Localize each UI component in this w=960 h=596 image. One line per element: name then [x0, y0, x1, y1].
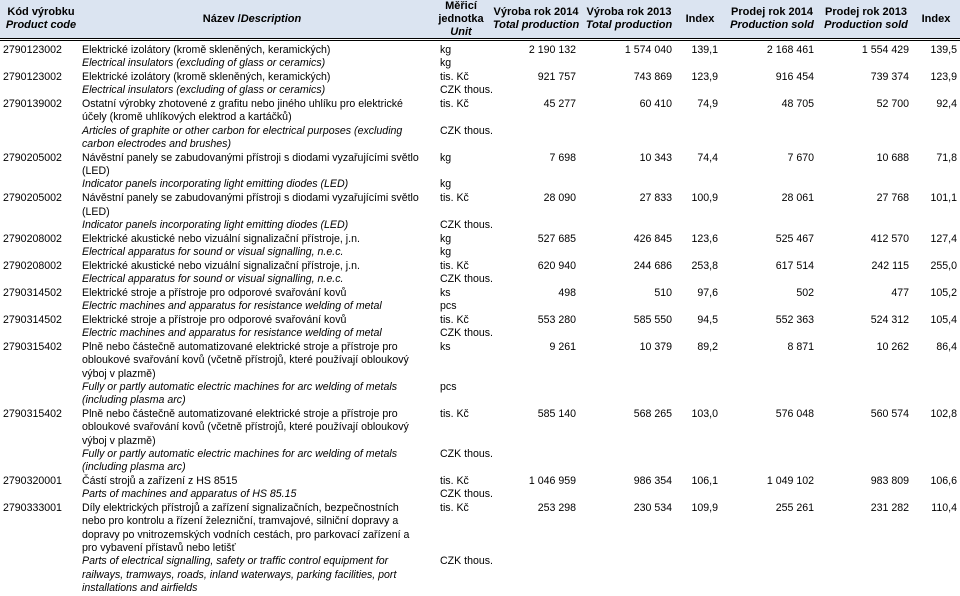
product-code: 2790123002 [3, 44, 62, 56]
product-code: 2790315402 [3, 341, 62, 354]
product-code: 2790139002 [3, 98, 62, 111]
header-rule-top [0, 38, 960, 39]
description-en: Fully or partly automatic electric machines for arc welding of metals (including plasma arc) [82, 447, 397, 474]
header-desc-en: Description [240, 12, 302, 25]
value-production-2013: 1 574 040 [624, 44, 672, 56]
header-index-sold [912, 0, 960, 38]
value-production-2014: 1 046 959 [528, 475, 576, 488]
header-description [82, 0, 422, 38]
unit-en: kg [440, 178, 452, 191]
header-sold-2014 [724, 0, 820, 38]
table-row [0, 260, 960, 287]
value-sold-2013: 739 374 [870, 71, 909, 84]
product-code: 2790315402 [3, 408, 62, 421]
value-production-2013: 510 [654, 286, 672, 299]
value-production-2014: 585 140 [537, 408, 576, 421]
value-sold-2013: 10 262 [876, 341, 909, 354]
description-en: Fully or partly automatic electric machines for arc welding of metals (including plasma arc) [82, 380, 397, 407]
unit-cs: tis. Kč [440, 408, 469, 421]
unit-cs: tis. Kč [440, 502, 469, 515]
description-cs: Elektrické akustické nebo vizuální signalizační přístroje, j.n. [82, 232, 360, 245]
value-sold-2014: 552 363 [775, 313, 814, 326]
description-cs: Elektrické akustické nebo vizuální signalizační přístroje, j.n. [82, 259, 360, 272]
value-index-sold: 105,4 [930, 313, 957, 326]
unit-cs: kg [440, 232, 452, 245]
description-cs: Elektrické stroje a přístroje pro odporové svařování kovů [82, 313, 347, 326]
description-en: Electric machines and apparatus for resistance welding of metal [82, 300, 382, 313]
value-production-2013: 10 343 [639, 151, 672, 164]
table-row [0, 98, 960, 152]
value-production-2014: 620 940 [537, 259, 576, 272]
unit-en: CZK thous. [440, 124, 493, 137]
product-code: 2790205002 [3, 151, 62, 164]
header-unit [430, 0, 492, 38]
description-en: Parts of machines and apparatus of HS 85.15 [82, 488, 297, 501]
description-cs: Elektrické izolátory (kromě skleněných, keramických) [82, 71, 331, 84]
value-production-2014: 9 261 [549, 341, 576, 354]
unit-en: pcs [440, 380, 457, 393]
value-index-sold: 127,4 [930, 232, 957, 245]
unit-en: CZK thous. [440, 218, 493, 231]
unit-cs: ks [440, 286, 451, 299]
value-sold-2013: 560 574 [870, 408, 909, 421]
value-sold-2014: 2 168 461 [766, 44, 814, 56]
unit-cs: tis. Kč [440, 475, 469, 488]
value-sold-2013: 27 768 [876, 192, 909, 205]
description-cs: Plně nebo částečně automatizované elektrické stroje a přístroje pro obloukové svařování kovů (včetně přístrojů, které používají obloukový výboj v plazmě) [82, 341, 409, 380]
header-production-2013 [582, 0, 676, 38]
value-sold-2014: 8 871 [787, 341, 814, 354]
value-sold-2013: 983 809 [870, 475, 909, 488]
value-sold-2013: 524 312 [870, 313, 909, 326]
header-code-cs: Kód výrobku [7, 6, 75, 18]
unit-cs: ks [440, 341, 451, 354]
value-sold-2013: 10 688 [876, 151, 909, 164]
value-production-2013: 60 410 [639, 98, 672, 111]
value-sold-2014: 28 061 [781, 192, 814, 205]
value-sold-2014: 48 705 [781, 98, 814, 111]
product-code: 2790123002 [3, 71, 62, 84]
product-code: 2790205002 [3, 192, 62, 205]
value-index-sold: 106,6 [930, 475, 957, 488]
value-index-sold: 71,8 [936, 151, 957, 164]
product-code: 2790333001 [3, 502, 62, 515]
value-production-2014: 527 685 [537, 232, 576, 245]
header-production-2014 [490, 0, 582, 38]
description-cs: Elektrické izolátory (kromě skleněných, keramických) [82, 44, 331, 56]
value-production-2013: 743 869 [633, 71, 672, 84]
value-index-production: 74,4 [697, 151, 718, 164]
header-sold14-en: Production sold [730, 19, 814, 31]
value-production-2014: 498 [558, 286, 576, 299]
header-unit-cs1: Měřicí [445, 0, 477, 12]
value-sold-2014: 916 454 [775, 71, 814, 84]
header-unit-cs2: jednotka [438, 12, 484, 25]
table-row [0, 314, 960, 341]
value-index-sold: 105,2 [930, 286, 957, 299]
unit-en: CZK thous. [440, 327, 493, 340]
description-en: Articles of graphite or other carbon for electrical purposes (excluding carbon electrodes and brushes) [82, 124, 403, 151]
header-unit-en: Unit [450, 25, 472, 38]
unit-cs: tis. Kč [440, 98, 469, 111]
header-prod13-en: Total production [585, 19, 673, 31]
unit-en: CZK thous. [440, 273, 493, 286]
header-prod14-en: Total production [492, 19, 580, 31]
product-code: 2790314502 [3, 286, 62, 299]
header-sold-2013 [820, 0, 912, 38]
value-sold-2013: 412 570 [870, 232, 909, 245]
value-index-sold: 139,5 [930, 44, 957, 56]
value-production-2013: 986 354 [633, 475, 672, 488]
description-en: Electric machines and apparatus for resistance welding of metal [82, 327, 382, 340]
table-row [0, 502, 960, 596]
value-production-2014: 2 190 132 [528, 44, 576, 56]
value-sold-2013: 231 282 [870, 502, 909, 515]
value-production-2013: 568 265 [633, 408, 672, 421]
value-index-production: 89,2 [697, 341, 718, 354]
value-index-production: 74,9 [697, 98, 718, 111]
description-en: Electrical insulators (excluding of glass or ceramics) [82, 57, 326, 70]
value-production-2014: 45 277 [543, 98, 576, 111]
table-row [0, 408, 960, 475]
description-en: Electrical insulators (excluding of glass or ceramics) [82, 84, 326, 97]
unit-en: CZK thous. [440, 84, 493, 97]
value-sold-2014: 7 670 [787, 151, 814, 164]
value-index-sold: 86,4 [936, 341, 957, 354]
description-cs: Elektrické stroje a přístroje pro odporové svařování kovů [82, 286, 347, 299]
table-header [0, 0, 960, 38]
unit-cs: tis. Kč [440, 192, 469, 205]
value-index-production: 100,9 [691, 192, 718, 205]
table-row [0, 192, 960, 232]
table-row [0, 233, 960, 260]
description-en: Electrical apparatus for sound or visual signalling, n.e.c. [82, 245, 344, 258]
value-index-sold: 102,8 [930, 408, 957, 421]
table-row [0, 287, 960, 314]
unit-en: pcs [440, 300, 457, 313]
value-production-2013: 27 833 [639, 192, 672, 205]
value-sold-2014: 617 514 [775, 259, 814, 272]
value-index-production: 106,1 [691, 475, 718, 488]
header-prod13-cs: Výroba rok 2013 [586, 6, 672, 18]
description-cs: Návěstní panely se zabudovanými přístroji s diodami vyzařujícími světlo (LED) [82, 192, 419, 218]
header-index2: Index [921, 12, 951, 25]
value-sold-2013: 52 700 [876, 98, 909, 111]
value-sold-2013: 242 115 [871, 259, 909, 272]
product-code: 2790320001 [3, 475, 62, 488]
value-sold-2014: 576 048 [775, 408, 814, 421]
value-index-sold: 123,9 [930, 71, 957, 84]
unit-cs: kg [440, 151, 452, 164]
unit-en: kg [440, 245, 452, 258]
unit-en: kg [440, 57, 452, 70]
unit-en: CZK thous. [440, 555, 493, 568]
value-sold-2014: 502 [796, 286, 814, 299]
description-cs: Návěstní panely se zabudovanými přístroji s diodami vyzařujícími světlo (LED) [82, 151, 419, 178]
unit-cs: tis. Kč [440, 313, 469, 326]
product-code: 2790208002 [3, 259, 62, 272]
value-index-production: 139,1 [691, 44, 718, 56]
header-desc-cs: Název / [202, 12, 241, 25]
unit-cs: tis. Kč [440, 71, 469, 84]
value-production-2013: 10 379 [639, 341, 672, 354]
unit-cs: tis. Kč [440, 259, 469, 272]
table-row [0, 71, 960, 98]
table-row [0, 44, 960, 71]
description-en: Indicator panels incorporating light emitting diodes (LED) [82, 218, 349, 231]
value-sold-2014: 1 049 102 [766, 475, 814, 488]
value-sold-2014: 525 467 [775, 232, 814, 245]
value-production-2013: 244 686 [633, 259, 672, 272]
unit-en: CZK thous. [440, 447, 493, 460]
header-product-code [0, 0, 82, 38]
description-en: Electrical apparatus for sound or visual signalling, n.e.c. [82, 273, 344, 286]
value-production-2013: 230 534 [633, 502, 672, 515]
table-row [0, 475, 960, 502]
value-production-2013: 426 845 [633, 232, 672, 245]
value-index-production: 94,5 [697, 313, 718, 326]
value-index-sold: 101,1 [930, 192, 957, 205]
value-production-2014: 553 280 [537, 313, 576, 326]
value-production-2014: 253 298 [537, 502, 576, 515]
header-sold13-en: Production sold [824, 19, 908, 31]
table-row [0, 152, 960, 192]
header-prod14-cs: Výroba rok 2014 [493, 6, 579, 18]
value-production-2014: 28 090 [543, 192, 576, 205]
unit-en: CZK thous. [440, 488, 493, 501]
value-index-production: 123,6 [691, 232, 718, 245]
value-index-sold: 255,0 [930, 259, 957, 272]
value-index-production: 103,0 [691, 408, 718, 421]
header-sold13-cs: Prodej rok 2013 [825, 6, 907, 18]
value-production-2014: 921 757 [537, 71, 576, 84]
unit-cs: kg [440, 44, 452, 56]
value-sold-2013: 1 554 429 [861, 44, 909, 56]
value-production-2013: 585 550 [633, 313, 672, 326]
value-index-sold: 110,4 [931, 502, 957, 515]
header-sold14-cs: Prodej rok 2014 [731, 6, 813, 18]
table-body [0, 44, 960, 596]
description-cs: Díly elektrických přístrojů a zařízení signalizačních, bezpečnostních nebo pro kontrolu a řízení železniční, tramvajové, silniční dopravy a dopravy po vnitrozemských vodních cestách, pro parkovací zařízení a pro vybavení přístavů nebo letišť [82, 502, 410, 555]
product-code: 2790314502 [3, 313, 62, 326]
description-cs: Ostatní výrobky zhotovené z grafitu nebo jiného uhlíku pro elektrické účely (kromě uhlíkových elektrod a kartáčků) [82, 98, 403, 124]
header-index1: Index [685, 12, 715, 25]
product-code: 2790208002 [3, 232, 62, 245]
value-production-2014: 7 698 [549, 151, 576, 164]
description-en: Parts of electrical signalling, safety or traffic control equipment for railways, tramways, roads, inland waterways, parking facilities, port installations and airfields [82, 555, 397, 594]
value-index-production: 97,6 [697, 286, 718, 299]
description-en: Indicator panels incorporating light emitting diodes (LED) [82, 178, 349, 191]
value-index-production: 253,8 [691, 259, 718, 272]
value-index-production: 109,9 [691, 502, 718, 515]
table-row [0, 341, 960, 408]
header-index-production [676, 0, 724, 38]
value-sold-2013: 477 [891, 286, 909, 299]
value-sold-2014: 255 261 [775, 502, 814, 515]
value-index-production: 123,9 [691, 71, 718, 84]
value-index-sold: 92,4 [936, 98, 957, 111]
header-rule-bottom [0, 40, 960, 41]
description-cs: Plně nebo částečně automatizované elektrické stroje a přístroje pro obloukové svařování kovů (včetně přístrojů, které používají obloukový výboj v plazmě) [82, 408, 409, 447]
header-code-en: Product code [5, 19, 77, 31]
description-cs: Částí strojů a zařízení z HS 8515 [82, 475, 238, 488]
